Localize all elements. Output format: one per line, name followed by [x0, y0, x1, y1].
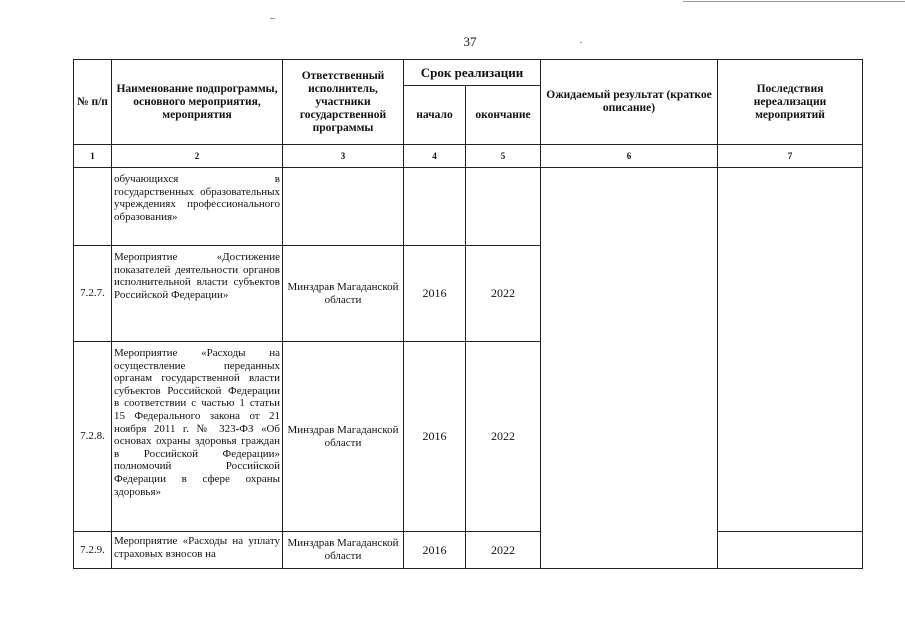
column-number: 2 — [112, 145, 283, 168]
header-executor: Ответственный исполнитель, участники государственной программы — [283, 60, 404, 145]
row-number: 7.2.8. — [74, 342, 112, 532]
column-number: 3 — [283, 145, 404, 168]
header-num: № п/п — [74, 60, 112, 145]
start-year: 2016 — [404, 532, 466, 569]
page-number: 37 — [463, 34, 477, 49]
end-year: 2022 — [466, 246, 541, 342]
column-number: 1 — [74, 145, 112, 168]
end-year: 2022 — [466, 532, 541, 569]
row-number — [74, 168, 112, 246]
table-row — [74, 168, 863, 246]
row-number: 7.2.7. — [74, 246, 112, 342]
executor — [283, 168, 404, 246]
column-number: 4 — [404, 145, 466, 168]
start-year — [404, 168, 466, 246]
header-term: Срок реализации — [404, 60, 541, 86]
start-year: 2016 — [404, 246, 466, 342]
measure-name: Мероприятие «Расходы на уплату страховых взносов на — [112, 532, 283, 569]
column-numbers-row — [74, 145, 863, 168]
measure-name: Мероприятие «Расходы на осуществление переданных органам государственной власти субъектов Российской Федерации в соответствии с частью 1 статьи 15 Федерального закона от 21 ноября 2011 г. № 323-ФЗ «Об основах охраны здоровья граждан в Российской Федерации» полномочий Российской Федерации в сфере охраны здоровья» — [112, 342, 283, 532]
header-consequences: Последствия нереализации мероприятий — [718, 60, 863, 145]
column-number: 5 — [466, 145, 541, 168]
measure-name-line: обучающихся в — [114, 173, 280, 185]
start-year: 2016 — [404, 342, 466, 532]
header-result: Ожидаемый результат (краткое описание) — [541, 60, 718, 145]
expected-result-cell — [541, 168, 718, 569]
measure-name-rest: государственных образовательных учреждениях профессионального образования» — [114, 185, 280, 223]
measures-table — [73, 59, 863, 569]
executor: Минздрав Магаданской области — [283, 246, 404, 342]
scan-mark — [580, 42, 582, 43]
scan-mark — [270, 18, 275, 19]
executor: Минздрав Магаданской области — [283, 532, 404, 569]
row-number: 7.2.9. — [74, 532, 112, 569]
consequences-cell — [718, 532, 863, 569]
measure-name — [112, 168, 283, 246]
header-name: Наименование подпрограммы, основного мероприятия, мероприятия — [112, 60, 283, 145]
scan-mark — [683, 1, 905, 2]
executor: Минздрав Магаданской области — [283, 342, 404, 532]
header-end: окончание — [466, 86, 541, 145]
consequences-cell — [718, 168, 863, 532]
end-year: 2022 — [466, 342, 541, 532]
column-number: 6 — [541, 145, 718, 168]
table-row — [74, 532, 863, 569]
column-number: 7 — [718, 145, 863, 168]
end-year — [466, 168, 541, 246]
measure-name: Мероприятие «Достижение показателей деятельности органов исполнительной власти субъектов Российской Федерации» — [112, 246, 283, 342]
header-start: начало — [404, 86, 466, 145]
